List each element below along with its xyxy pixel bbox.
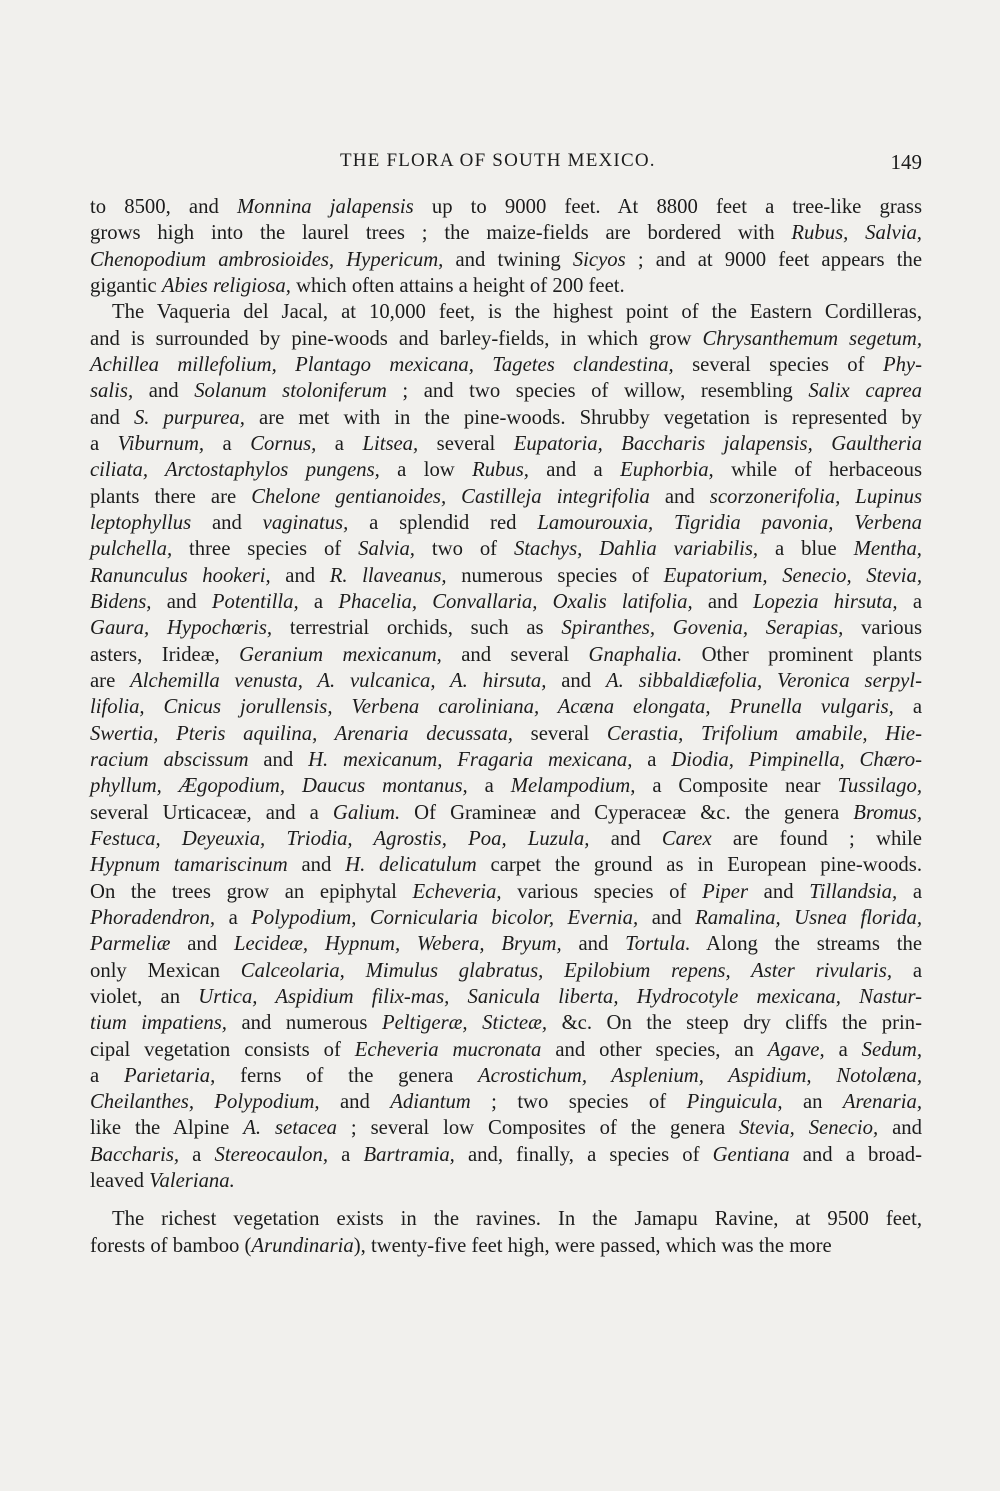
text-span: gigantic	[90, 274, 162, 297]
italic-span: Swertia, Pteris aquilina, Arenaria decussata,	[90, 722, 513, 745]
italic-span: tium impatiens,	[90, 1012, 227, 1035]
italic-span: Acrostichum, Asplenium, Aspidium, Notolæna,	[478, 1064, 922, 1087]
italic-span: Carex	[661, 827, 712, 850]
text-span: three species of	[172, 538, 359, 561]
italic-span: Gnaphalia.	[588, 643, 683, 666]
text-span: several	[512, 722, 607, 745]
text-line	[90, 1089, 922, 1115]
page-number: 149	[890, 150, 922, 174]
running-title: THE FLORA OF SOUTH MEXICO.	[340, 150, 656, 171]
italic-span: Galium.	[332, 801, 401, 824]
text-span: and several	[441, 643, 589, 666]
text-line	[90, 773, 922, 799]
text-span: and	[692, 590, 753, 613]
text-line	[90, 563, 922, 589]
text-span: and a broad-	[789, 1143, 922, 1166]
italic-span: leptophyllus	[90, 511, 192, 534]
text-span: On the trees grow an epiphytal	[90, 880, 413, 903]
italic-span: Melampodium,	[510, 775, 636, 798]
text-span: several	[418, 432, 514, 455]
italic-span: Alchemilla venusta, A. vulcanica, A. hirsuta,	[130, 669, 547, 692]
text-span: an	[782, 1091, 843, 1114]
text-line	[90, 1168, 922, 1194]
italic-span: Salix caprea	[808, 380, 922, 403]
italic-span: Lopezia hirsuta,	[753, 590, 898, 613]
text-span: and other species, an	[541, 1038, 768, 1061]
italic-span: Geranium mexicanum,	[239, 643, 442, 666]
text-span: a	[215, 906, 252, 929]
text-span: several species of	[673, 353, 883, 376]
italic-span: salis,	[90, 380, 134, 403]
italic-span: Calceolaria, Mimulus glabratus, Epilobium repens, Aster rivularis,	[240, 959, 893, 982]
italic-span: Viburnum,	[117, 432, 205, 455]
text-span: only Mexican	[90, 959, 241, 982]
text-span: and	[589, 827, 662, 850]
text-span: are	[90, 669, 131, 692]
text-span: Of Gramineæ and Cyperaceæ &c. the genera	[400, 801, 854, 824]
text-span: and	[248, 748, 309, 771]
text-span: a	[892, 959, 923, 982]
italic-span: Peltigeræ, Stictеæ,	[381, 1012, 548, 1035]
italic-span: Achillea millefolium, Plantago mexicana, Tagetes clandestina,	[90, 353, 674, 376]
text-line	[90, 800, 922, 826]
text-span: are found ; while	[711, 827, 922, 850]
italic-span: Ramalina, Usnea florida,	[695, 906, 923, 929]
italic-span: Cornus,	[250, 432, 317, 455]
body-text	[90, 194, 922, 1259]
text-span: like the Alpine	[90, 1117, 244, 1140]
text-span: and	[133, 380, 195, 403]
italic-span: Bidens,	[90, 590, 152, 613]
text-span: a	[179, 1143, 215, 1166]
text-span: and	[638, 906, 696, 929]
italic-span: Polypodium, Cornicularia bicolor, Evernia,	[251, 906, 639, 929]
text-span: asters, Irideæ,	[90, 643, 240, 666]
text-line	[90, 352, 922, 378]
italic-span: Piper	[702, 880, 749, 903]
italic-span: H. delicatulum	[345, 854, 477, 877]
text-line	[90, 1206, 922, 1232]
italic-span: Chelone gentianoides, Castilleja integrifolia	[251, 485, 650, 508]
text-line	[90, 405, 922, 431]
text-span: and	[191, 511, 263, 534]
italic-span: lifolia, Cnicus jorullensis, Verbena caroliniana, Acæna elongata, Prunella vulgaris,	[90, 696, 894, 719]
text-line	[90, 852, 922, 878]
italic-span: Sedum,	[861, 1038, 922, 1061]
text-span: The Vaqueria del Jacal, at 10,000 feet, is the highest point of the Eastern Cordilleras,	[112, 301, 922, 324]
italic-span: Parmeliæ	[90, 933, 171, 956]
italic-span: Euphorbia,	[620, 459, 714, 482]
text-span: a	[328, 1143, 364, 1166]
italic-span: Phoradendron,	[90, 906, 216, 929]
text-span: and	[561, 933, 626, 956]
text-span: and, finally, a species of	[454, 1143, 713, 1166]
italic-span: A. sibbaldiæfolia, Veronica serpyl-	[605, 669, 922, 692]
italic-span: Ranunculus hookeri,	[90, 564, 271, 587]
italic-span: Arundinaria	[251, 1234, 354, 1257]
text-span: and is surrounded by pine-woods and barley-fields, in which grow	[90, 327, 703, 350]
running-header	[90, 150, 922, 180]
text-span: a Composite near	[635, 775, 838, 798]
text-span: The richest vegetation exists in the ravines. In the Jamapu Ravine, at 9500 feet,	[112, 1208, 922, 1231]
italic-span: Abies religiosa,	[161, 274, 291, 297]
text-line	[90, 484, 922, 510]
italic-span: Bartramia,	[363, 1143, 455, 1166]
text-span: various	[843, 617, 922, 640]
italic-span: Urtica, Aspidium filix-mas, Sanicula liberta, Hydrocotyle mexicana, Nastur-	[198, 985, 922, 1008]
text-line	[90, 589, 922, 615]
text-span: and	[151, 590, 212, 613]
italic-span: Festuca, Deyeuxia, Triodia, Agrostis, Poa, Luzula,	[90, 827, 590, 850]
italic-span: Rubus,	[472, 459, 529, 482]
text-line	[90, 194, 922, 220]
italic-span: Stevia, Senecio,	[739, 1117, 879, 1140]
text-span: cipal vegetation consists of	[90, 1038, 355, 1061]
text-span: Other prominent plants	[682, 643, 922, 666]
italic-span: Monnina jalapensis	[236, 196, 414, 218]
italic-span: Litsea,	[362, 432, 419, 455]
italic-span: Eupatoria, Baccharis jalapensis, Gaultheria	[513, 432, 923, 455]
text-span: a	[467, 775, 511, 798]
text-span: up to 9000 feet. At 8800 feet a tree-like grass	[413, 196, 923, 218]
text-span: a	[298, 590, 339, 613]
italic-span: racium abscissum	[90, 748, 249, 771]
text-span: a	[632, 748, 672, 771]
text-span: ferns of the genera	[215, 1064, 479, 1087]
text-line	[90, 510, 922, 536]
text-span: a low	[379, 459, 473, 482]
italic-span: Stachys, Dahlia variabilis,	[513, 538, 759, 561]
text-line	[90, 220, 922, 246]
italic-span: Rubus, Salvia,	[791, 222, 922, 245]
text-line	[90, 668, 922, 694]
text-span: and	[748, 880, 810, 903]
text-line	[90, 326, 922, 352]
text-span: Along the streams the	[690, 933, 923, 956]
italic-span: S. purpurea,	[133, 406, 245, 429]
italic-span: Mentha,	[853, 538, 922, 561]
italic-span: vaginatus,	[262, 511, 349, 534]
text-span: a	[316, 432, 363, 455]
text-span: and	[90, 406, 134, 429]
text-span: ), twenty-five feet high, were passed, which was the more	[353, 1234, 832, 1257]
text-span: a	[897, 590, 923, 613]
text-line	[90, 931, 922, 957]
text-line	[90, 299, 922, 325]
text-span: a	[897, 880, 923, 903]
italic-span: Echeveria mucronata	[354, 1038, 542, 1061]
italic-span: Adiantum	[390, 1091, 471, 1114]
text-line	[90, 247, 922, 273]
text-span: several Urticaceæ, and a	[90, 801, 333, 824]
text-line	[90, 1010, 922, 1036]
text-line	[90, 1063, 922, 1089]
text-span: ; and at 9000 feet appears the	[625, 248, 922, 271]
text-span: a	[90, 1064, 124, 1087]
italic-span: Echeveria,	[412, 880, 502, 903]
text-line	[90, 1115, 922, 1141]
text-span: &c. On the steep dry cliffs the prin-	[547, 1012, 922, 1035]
text-span: ; and two species of willow, resembling	[386, 380, 809, 403]
italic-span: Eupatorium, Senecio, Stevia,	[663, 564, 923, 587]
italic-span: Cerastia, Trifolium amabile, Hie-	[606, 722, 922, 745]
text-line	[90, 747, 922, 773]
italic-span: Tussilago,	[837, 775, 922, 798]
text-line	[90, 457, 922, 483]
text-span: and	[546, 669, 606, 692]
italic-span: Baccharis,	[90, 1143, 180, 1166]
text-span: while of herbaceous	[713, 459, 922, 482]
text-span: a	[204, 432, 251, 455]
text-line	[90, 879, 922, 905]
italic-span: Agave,	[767, 1038, 825, 1061]
italic-span: Stereocaulon,	[214, 1143, 329, 1166]
italic-span: Salvia,	[358, 538, 415, 561]
text-span: which often attains a height of 200 feet.	[290, 274, 625, 297]
italic-span: pulchella,	[90, 538, 173, 561]
text-span: and twining	[443, 248, 573, 271]
text-line	[90, 378, 922, 404]
text-span: leaved	[90, 1170, 150, 1193]
text-span: a	[893, 696, 922, 719]
text-line	[90, 721, 922, 747]
italic-span: ciliata, Arctostaphylos pungens,	[90, 459, 380, 482]
italic-span: R. llaveanus,	[329, 564, 447, 587]
italic-span: Lamourouxia, Tigridia pavonia, Verbena	[537, 511, 922, 534]
italic-span: Gentiana	[712, 1143, 790, 1166]
text-span: numerous species of	[446, 564, 664, 587]
text-line	[90, 615, 922, 641]
italic-span: Parietaria,	[123, 1064, 216, 1087]
text-line	[90, 642, 922, 668]
text-line	[90, 984, 922, 1010]
italic-span: Diodia, Pimpinella, Chæro-	[671, 748, 923, 771]
italic-span: Potentilla,	[211, 590, 299, 613]
italic-span: Cheilanthes, Polypodium,	[90, 1091, 320, 1114]
text-span: and	[319, 1091, 391, 1114]
italic-span: Hypnum tamariscinum	[90, 854, 288, 877]
italic-span: Spiranthes, Govenia, Serapias,	[561, 617, 844, 640]
italic-span: Tillandsia,	[809, 880, 898, 903]
italic-span: Gaura, Hypochœris,	[90, 617, 273, 640]
italic-span: Chrysanthemum segetum,	[702, 327, 922, 350]
text-span: two of	[414, 538, 514, 561]
italic-span: Solanum stoloniferum	[194, 380, 387, 403]
text-span: ; several low Composites of the genera	[337, 1117, 740, 1140]
text-span: and	[270, 564, 330, 587]
italic-span: Pinguicula,	[686, 1091, 783, 1114]
text-span: carpet the ground as in European pine-woods.	[476, 854, 922, 877]
text-span: and	[878, 1117, 922, 1140]
text-line	[90, 273, 922, 299]
italic-span: Bromus,	[853, 801, 922, 824]
italic-span: H. mexicanum, Fragaria mexicana,	[308, 748, 633, 771]
text-span: and numerous	[226, 1012, 382, 1035]
text-span: terrestrial orchids, such as	[272, 617, 562, 640]
text-line	[90, 536, 922, 562]
italic-span: Phy-	[882, 353, 922, 376]
text-line	[90, 958, 922, 984]
text-span: plants there are	[90, 485, 252, 508]
text-span: a splendid red	[348, 511, 538, 534]
text-line	[90, 431, 922, 457]
text-span: and a	[528, 459, 621, 482]
italic-span: Chenopodium ambrosioides, Hypericum,	[90, 248, 444, 271]
text-span: and	[287, 854, 346, 877]
text-span: are met with in the pine-woods. Shrubby vegetation is represented by	[244, 406, 923, 429]
text-span: a	[824, 1038, 862, 1061]
text-span: and	[649, 485, 710, 508]
text-span: a	[90, 432, 118, 455]
text-span: various species of	[501, 880, 703, 903]
text-span: grows high into the laurel trees ; the maize-fields are bordered with	[90, 222, 792, 245]
italic-span: Valeriana.	[149, 1170, 235, 1193]
text-line	[90, 1233, 922, 1259]
text-line	[90, 905, 922, 931]
italic-span: phyllum, Ægopodium, Daucus montanus,	[90, 775, 468, 798]
italic-span: Arenaria,	[842, 1091, 922, 1114]
text-line	[90, 826, 922, 852]
text-line	[90, 1142, 922, 1168]
text-span: and	[170, 933, 234, 956]
text-span: violet, an	[90, 985, 199, 1008]
text-line	[90, 1037, 922, 1063]
text-span: a blue	[758, 538, 854, 561]
italic-span: A. setacea	[243, 1117, 337, 1140]
italic-span: scorzonerifolia, Lupinus	[709, 485, 922, 508]
text-line	[90, 694, 922, 720]
text-span: ; two species of	[470, 1091, 687, 1114]
italic-span: Sicyos	[572, 248, 626, 271]
text-span: to 8500, and	[90, 196, 237, 218]
italic-span: Phacelia, Convallaria, Oxalis latifolia,	[338, 590, 693, 613]
italic-span: Tortula.	[625, 933, 691, 956]
italic-span: Lecideæ, Hypnum, Webera, Bryum,	[233, 933, 562, 956]
text-span: forests of bamboo (	[90, 1234, 252, 1257]
